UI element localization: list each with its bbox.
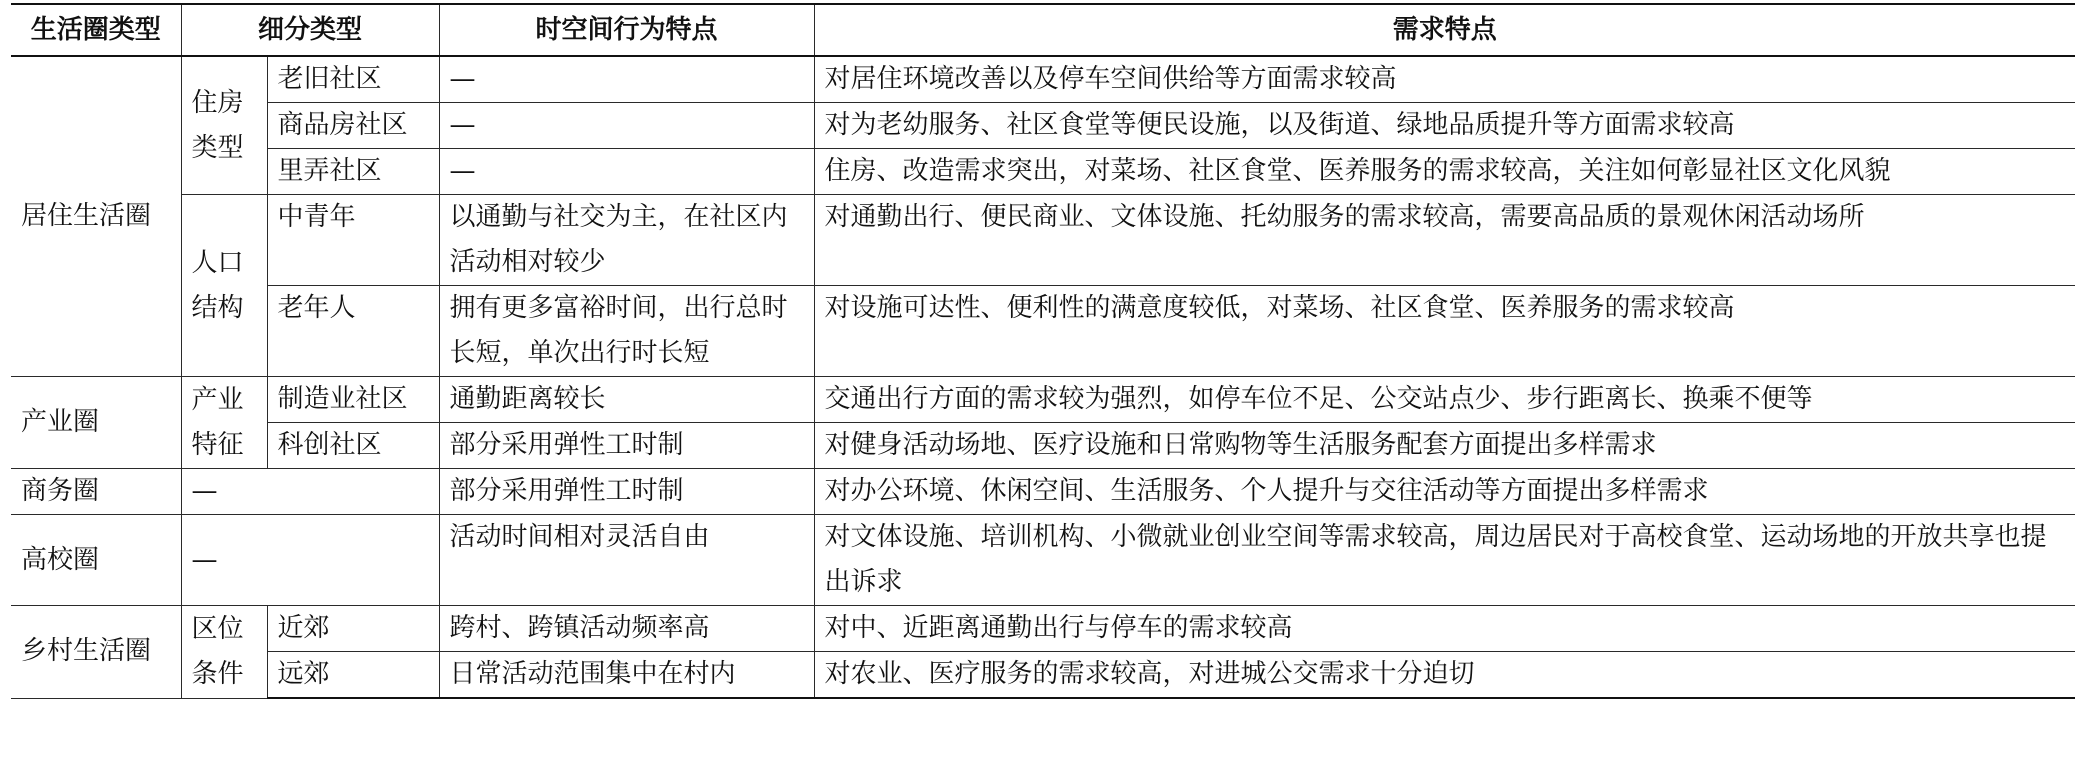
behavior-cell: 通勤距离较长: [439, 377, 814, 423]
header-circle-type: 生活圈类型: [11, 4, 181, 56]
behavior-cell: —: [439, 149, 814, 195]
subtype-cell: 科创社区: [267, 423, 439, 469]
behavior-cell: 部分采用弹性工时制: [439, 469, 814, 515]
header-behavior: 时空间行为特点: [439, 4, 814, 56]
subtype-cell: 远郊: [267, 652, 439, 699]
demand-cell: 交通出行方面的需求较为强烈，如停车位不足、公交站点少、步行距离长、换乘不便等: [814, 377, 2075, 423]
circle-campus: 高校圈: [11, 515, 181, 606]
behavior-cell: 活动时间相对灵活自由: [439, 515, 814, 606]
demand-cell: 对中、近距离通勤出行与停车的需求较高: [814, 606, 2075, 652]
table-row: [11, 377, 2075, 423]
circle-residential: 居住生活圈: [11, 56, 181, 377]
header-subtype: 细分类型: [181, 4, 439, 56]
header-demand: 需求特点: [814, 4, 2075, 56]
behavior-cell: —: [439, 56, 814, 103]
demand-cell: 对设施可达性、便利性的满意度较低，对菜场、社区食堂、医养服务的需求较高: [814, 286, 2075, 377]
circle-industrial: 产业圈: [11, 377, 181, 469]
behavior-cell: 以通勤与社交为主，在社区内活动相对较少: [439, 195, 814, 286]
demand-cell: 对文体设施、培训机构、小微就业创业空间等需求较高，周边居民对于高校食堂、运动场地的开放共享也提出诉求: [814, 515, 2075, 606]
subtype-cell: 老年人: [267, 286, 439, 377]
demand-cell: 对为老幼服务、社区食堂等便民设施，以及街道、绿地品质提升等方面需求较高: [814, 103, 2075, 149]
table-row: [11, 103, 2075, 149]
table-row: [11, 423, 2075, 469]
demand-cell: 对居住环境改善以及停车空间供给等方面需求较高: [814, 56, 2075, 103]
demand-cell: 对通勤出行、便民商业、文体设施、托幼服务的需求较高，需要高品质的景观休闲活动场所: [814, 195, 2075, 286]
group-housing-type: 住房类型: [181, 56, 267, 195]
demand-cell: 对健身活动场地、医疗设施和日常购物等生活服务配套方面提出多样需求: [814, 423, 2075, 469]
behavior-cell: 拥有更多富裕时间，出行总时长短，单次出行时长短: [439, 286, 814, 377]
group-industry-feature: 产业特征: [181, 377, 267, 469]
table-row: [11, 606, 2075, 652]
circle-rural: 乡村生活圈: [11, 606, 181, 699]
subtype-cell: 近郊: [267, 606, 439, 652]
table-row: [11, 286, 2075, 377]
subtype-cell: 商品房社区: [267, 103, 439, 149]
subtype-cell: —: [181, 515, 439, 606]
subtype-cell: 里弄社区: [267, 149, 439, 195]
subtype-cell: —: [181, 469, 439, 515]
behavior-cell: 日常活动范围集中在村内: [439, 652, 814, 699]
table-row: [11, 195, 2075, 286]
group-location-condition: 区位条件: [181, 606, 267, 699]
behavior-cell: 部分采用弹性工时制: [439, 423, 814, 469]
demand-table: [11, 3, 2075, 699]
behavior-cell: 跨村、跨镇活动频率高: [439, 606, 814, 652]
table-row: [11, 149, 2075, 195]
subtype-cell: 制造业社区: [267, 377, 439, 423]
header-row: [11, 4, 2075, 56]
table-row: [11, 652, 2075, 699]
behavior-cell: —: [439, 103, 814, 149]
subtype-cell: 老旧社区: [267, 56, 439, 103]
table-row: [11, 56, 2075, 103]
table-row: [11, 469, 2075, 515]
table-row: [11, 515, 2075, 606]
group-population-structure: 人口结构: [181, 195, 267, 377]
circle-business: 商务圈: [11, 469, 181, 515]
demand-cell: 住房、改造需求突出，对菜场、社区食堂、医养服务的需求较高，关注如何彰显社区文化风貌: [814, 149, 2075, 195]
demand-cell: 对农业、医疗服务的需求较高，对进城公交需求十分迫切: [814, 652, 2075, 699]
subtype-cell: 中青年: [267, 195, 439, 286]
demand-cell: 对办公环境、休闲空间、生活服务、个人提升与交往活动等方面提出多样需求: [814, 469, 2075, 515]
